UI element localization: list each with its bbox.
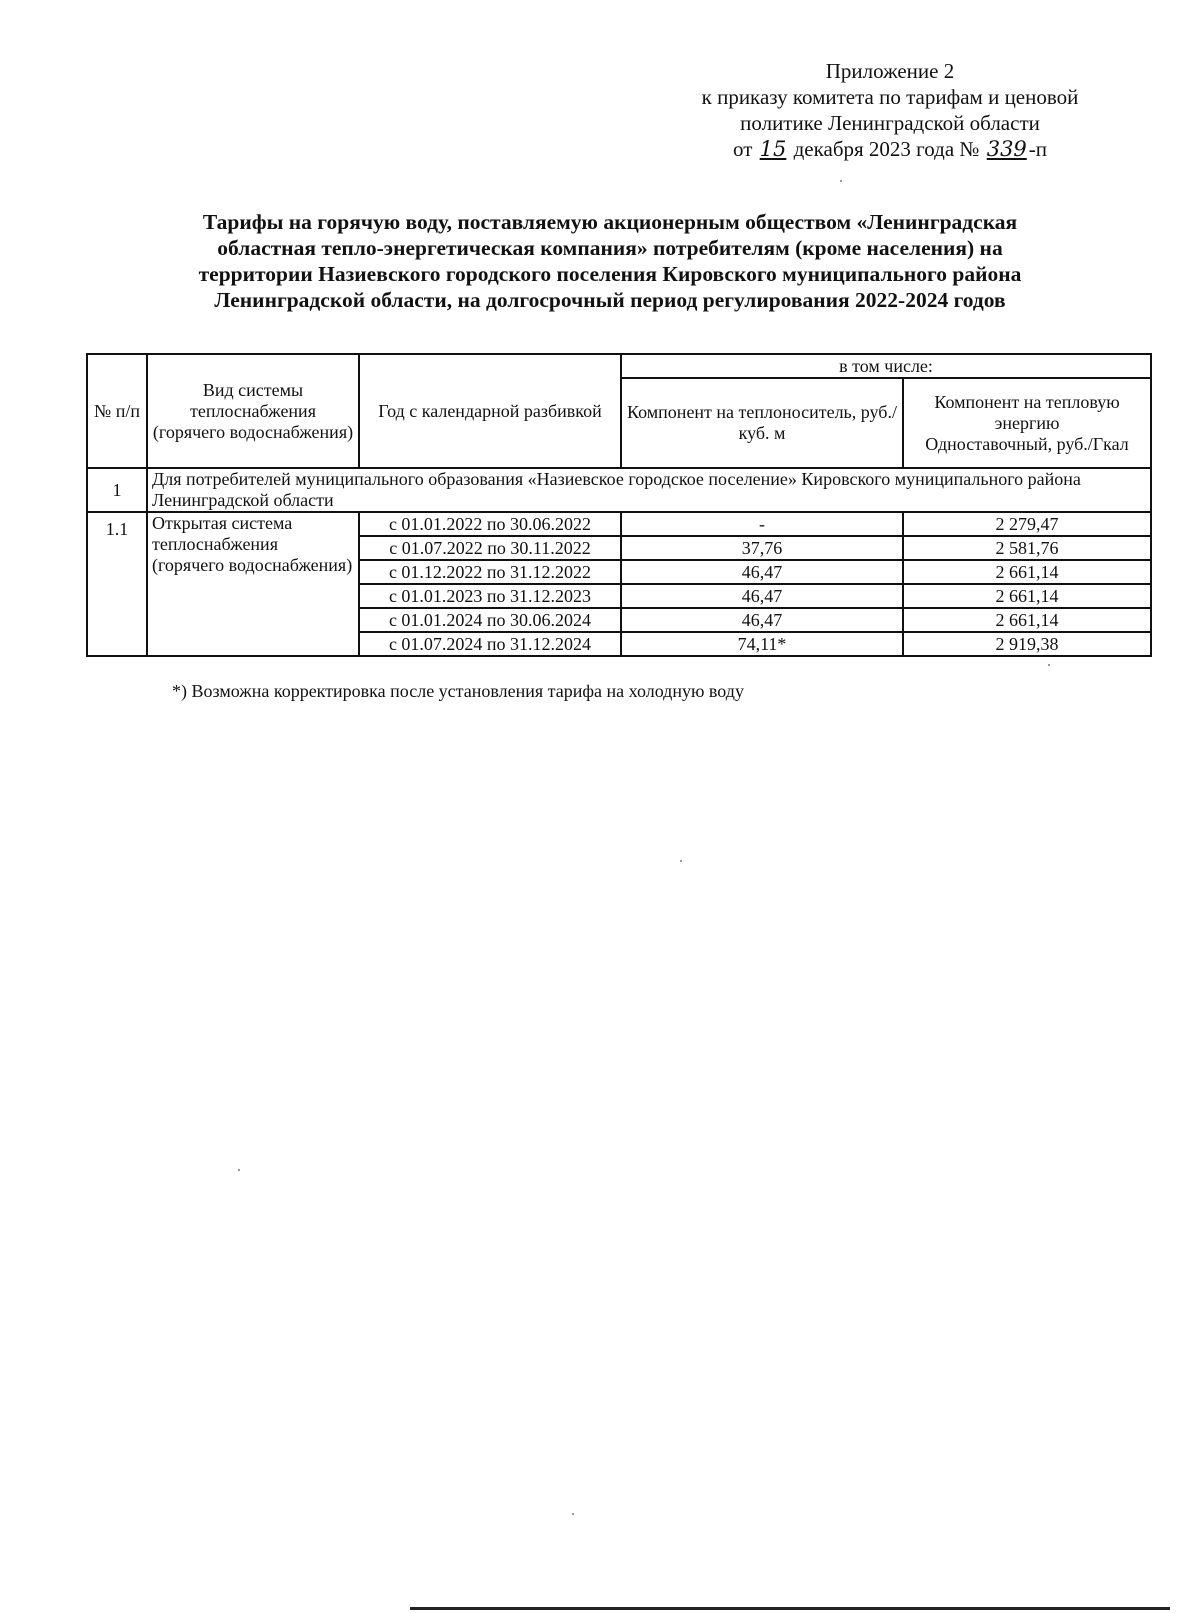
appendix-label: Приложение 2 (825, 59, 955, 83)
scan-speck (1048, 664, 1050, 666)
title-line-1: Тарифы на горячую воду, поставляемую акционерным обществом «Ленинградская (202, 210, 1018, 234)
row-4-carrier: 46,47 (621, 584, 903, 608)
date-text: декабря 2023 года № (793, 137, 980, 161)
row-4-energy: 2 661,14 (903, 584, 1151, 608)
order-reference: к приказу комитета по тарифам и ценовой (701, 85, 1079, 109)
tariff-table (86, 353, 1152, 657)
committee-name: политике Ленинградской области (740, 111, 1040, 135)
group-description: Для потребителей муниципального образования «Назиевское городское поселение» Кировского муниципального района Ленинградской области (147, 468, 1151, 512)
scan-speck (680, 860, 682, 862)
header-energy-component (903, 378, 1151, 468)
row-4-period: с 01.01.2023 по 31.12.2023 (359, 584, 621, 608)
title-line-3: территории Назиевского городского поселения Кировского муниципального района (198, 262, 1022, 286)
row-3-energy: 2 661,14 (903, 560, 1151, 584)
scan-speck (572, 1513, 574, 1515)
title-line-4: Ленинградской области, на долгосрочный период регулирования 2022-2024 годов (214, 288, 1006, 312)
row-6-carrier: 74,11* (621, 632, 903, 656)
header-number: № п/п (87, 354, 147, 468)
document-title (110, 209, 1110, 313)
row-1-period: с 01.01.2022 по 30.06.2022 (359, 512, 621, 536)
row-6-period: с 01.07.2024 по 31.12.2024 (359, 632, 621, 656)
header-energy-line-2: Одноставочный, руб./Гкал (925, 433, 1129, 454)
row-1-carrier: - (621, 512, 903, 536)
order-number-suffix: -п (1028, 137, 1048, 161)
header-carrier-component: Компонент на теплоноситель, руб./куб. м (621, 378, 903, 468)
scan-speck (238, 1169, 240, 1171)
footnote: *) Возможна корректировка после установления тарифа на холодную воду (172, 681, 744, 701)
row-6-energy: 2 919,38 (903, 632, 1151, 656)
row-2-period: с 01.07.2022 по 30.11.2022 (359, 536, 621, 560)
subgroup-system: Открытая система теплоснабжения (горячего водоснабжения) (147, 512, 359, 656)
appendix-header (660, 58, 1120, 162)
row-3-carrier: 46,47 (621, 560, 903, 584)
title-line-2: областная тепло-энергетическая компания» потребителям (кроме населения) на (217, 236, 1003, 260)
scan-bottom-edge (410, 1607, 1170, 1610)
subgroup-number: 1.1 (87, 512, 147, 656)
row-5-energy: 2 661,14 (903, 608, 1151, 632)
row-1-energy: 2 279,47 (903, 512, 1151, 536)
date-prefix: от (732, 137, 753, 161)
row-5-period: с 01.01.2024 по 30.06.2024 (359, 608, 621, 632)
row-2-energy: 2 581,76 (903, 536, 1151, 560)
row-3-period: с 01.12.2022 по 31.12.2022 (359, 560, 621, 584)
header-system-type: Вид системы теплоснабжения (горячего водоснабжения) (147, 354, 359, 468)
header-energy-line-1: Компонент на тепловую энергию (934, 391, 1120, 433)
row-5-carrier: 46,47 (621, 608, 903, 632)
handwritten-order-number: 339 (986, 137, 1027, 161)
group-number: 1 (87, 468, 147, 512)
handwritten-day: 15 (759, 137, 787, 161)
header-year: Год с календарной разбивкой (359, 354, 621, 468)
row-2-carrier: 37,76 (621, 536, 903, 560)
header-including: в том числе: (621, 354, 1151, 378)
order-date-line (660, 136, 1120, 162)
scan-speck (840, 180, 842, 182)
